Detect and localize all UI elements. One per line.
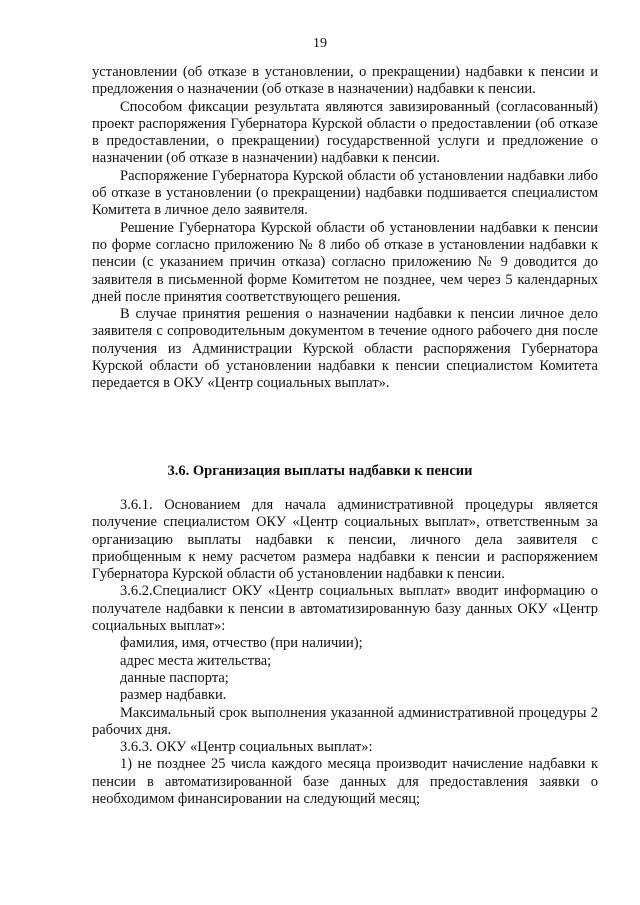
paragraph: 3.6.2.Специалист ОКУ «Центр социальных выплат» вводит информацию о получателе надбавки к пенсии в автоматизированную базу данных ОКУ «Центр социальных выплат»: bbox=[92, 583, 598, 635]
list-item: адрес места жительства; bbox=[120, 652, 272, 669]
paragraph: 1) не позднее 25 числа каждого месяца производит начисление надбавки к пенсии в автоматизированной базе данных для предоставления заявки о необходимом финансировании на следующий месяц; bbox=[92, 756, 598, 808]
page-number: 19 bbox=[313, 36, 327, 51]
paragraph: установлении (об отказе в установлении, о прекращении) надбавки к пенсии и предложения о назначении (об отказе в назначении) надбавки к пенсии. bbox=[92, 64, 598, 98]
paragraph: В случае принятия решения о назначении надбавки к пенсии личное дело заявителя с сопроводительным документом в течение одного рабочего дня после получения из Администрации Курской области распоряжения Губернатора Курской области об установлении надбавки к пенсии специалистом Комитета передается в ОКУ «Центр социальных выплат». bbox=[92, 306, 598, 392]
paragraph: Распоряжение Губернатора Курской области об установлении надбавки либо об отказе в установлении (о прекращении) надбавки подшивается специалистом Комитета в личное дело заявителя. bbox=[92, 167, 598, 219]
paragraph: Способом фиксации результата являются завизированный (согласованный) проект распоряжения Губернатора Курской области о предоставлении (об отказе в предоставлении, о прекращении) государственной услуги и предложение о назначении (об отказе в назначении) надбавки к пенсии. bbox=[92, 98, 598, 167]
list-item: фамилия, имя, отчество (при наличии); bbox=[120, 635, 363, 652]
paragraph: Решение Губернатора Курской области об установлении надбавки к пенсии по форме согласно приложению № 8 либо об отказе в установлении надбавки к пенсии (с указанием причин отказа) согласно приложению № 9 доводится до заявителя в письменной форме Комитетом не позднее, чем через 5 календарных дней после принятия соответствующего решения. bbox=[92, 219, 598, 305]
list-item: данные паспорта; bbox=[120, 669, 229, 686]
text-block-payment bbox=[92, 497, 598, 808]
paragraph: 3.6.1. Основанием для начала административной процедуры является получение специалистом ОКУ «Центр социальных выплат», ответственным за организацию выплаты надбавки к пенсии, личного дела заявителя с приобщенным к нему расчетом размера надбавки к пенсии и распоряжением Губернатора Курской области об установлении надбавки к пенсии. bbox=[92, 497, 598, 583]
text-block-results bbox=[92, 64, 598, 393]
list-item: размер надбавки. bbox=[120, 687, 227, 704]
section-heading: 3.6. Организация выплаты надбавки к пенсии bbox=[167, 463, 473, 479]
paragraph: 3.6.3. ОКУ «Центр социальных выплат»: bbox=[120, 739, 373, 756]
paragraph: Максимальный срок выполнения указанной административной процедуры 2 рабочих дня. bbox=[92, 704, 598, 738]
